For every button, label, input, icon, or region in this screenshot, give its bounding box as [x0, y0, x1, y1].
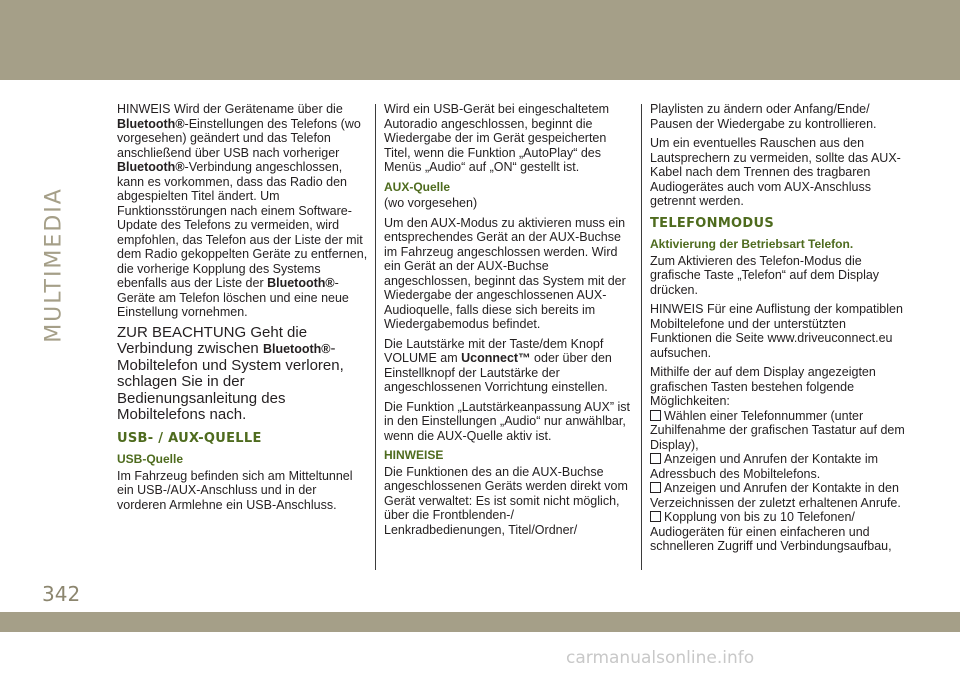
section-heading: USB- / AUX-QUELLE — [117, 430, 262, 446]
paragraph: Mithilfe der auf dem Display angezeigten grafischen Tasten bestehen folgende Möglichkeiten: — [650, 365, 876, 408]
section-side-label: MULTIMEDIA — [41, 187, 67, 343]
text: HINWEIS Wird der Gerätename über die — [117, 102, 343, 116]
column-2 — [384, 102, 636, 542]
text: -Geräte am Telefon löschen und eine neue Einstellung vornehmen. — [117, 276, 349, 319]
paragraph: Im Fahrzeug befinden sich am Mitteltunnel ein USB-/AUX-Anschluss und in der vorderen Armlehne ein USB-Anschluss. — [117, 468, 353, 512]
bullet-item — [650, 510, 910, 554]
column-divider — [375, 104, 376, 570]
paragraph — [117, 102, 369, 320]
paragraph: Wird ein USB-Gerät bei eingeschaltetem Autoradio angeschlossen, beginnt die Wiedergabe der im Gerät gespeicherten Titel, wenn die Funktion „AutoPlay“ des Menüs „Audio“ auf „ON“ gestellt ist. — [384, 102, 610, 174]
column-1 — [117, 102, 369, 517]
bullet-item — [650, 481, 910, 510]
uconnect-term: Uconnect™ — [461, 351, 531, 365]
checkbox-icon — [650, 453, 661, 464]
checkbox-icon — [650, 511, 661, 522]
column-3 — [650, 102, 910, 554]
bluetooth-term: Bluetooth® — [117, 116, 185, 131]
sub-heading: Aktivierung der Betriebsart Telefon. — [650, 237, 854, 251]
bullet-text: Anzeigen und Anrufen der Kontakte in den Verzeichnissen der zuletzt erhaltenen Anrufe. — [650, 481, 901, 510]
paragraph: Playlisten zu ändern oder Anfang/Ende/ Pausen der Wiedergabe zu kontrollieren. — [650, 102, 877, 131]
paragraph: HINWEIS Für eine Auflistung der kompatiblen Mobiltelefone und der unterstützten Funktionen die Seite www.driveuconnect.eu aufsuchen. — [650, 302, 903, 360]
paragraph: Um den AUX-Modus zu aktivieren muss ein entsprechendes Gerät an der AUX-Buchse im Fahrzeug angeschlossen werden. Wird ein Gerät an der AUX-Buchse angeschlossen, beginnt das System mit der Wiedergabe der angeschlossenen AUX-Audioquelle, falls diese sich bereits im Wiedergabemodus befindet. — [384, 215, 626, 331]
bullet-item — [650, 409, 910, 453]
column-divider — [641, 104, 642, 570]
text: -Verbindung angeschlossen, kann es vorkommen, dass das Radio den abgespielten Titel ändert. Um Funktionsstörungen nach einem Software-Update des Telefons zu vermeiden, wird empfohlen, das Telefon aus der Liste der mit dem Radio gekoppelten Geräte zu entfernen, die vorherige Kopplung des Systems ebenfalls aus der Liste der — [117, 160, 368, 290]
text: Die Lautstärke mit der Taste/dem Knopf VOLUME am — [384, 336, 604, 365]
footer-band — [0, 612, 960, 632]
sub-heading: HINWEISE — [384, 448, 444, 462]
text: ZUR BEACHTUNG Geht die Verbindung zwischen — [117, 323, 308, 357]
bullet-item — [650, 452, 910, 481]
bullet-text: Anzeigen und Anrufen der Kontakte im Adressbuch des Mobiltelefons. — [650, 452, 879, 481]
bullet-text: Wählen einer Telefonnummer (unter Zuhilfenahme der grafischen Tastatur auf dem Display), — [650, 408, 905, 452]
sub-heading: AUX-Quelle — [384, 179, 451, 194]
watermark: carmanualsonline.info — [566, 648, 755, 668]
bullet-text: Kopplung von bis zu 10 Telefonen/ Audiogeräten für einen einfacheren und schnelleren Zugriff und Verbindungsaufbau, — [650, 510, 892, 553]
sub-heading: USB-Quelle — [117, 452, 184, 466]
section-heading: TELEFONMODUS — [650, 215, 775, 231]
paragraph: Die Funktionen des an die AUX-Buchse angeschlossenen Geräts werden direkt vom Gerät verwaltet: Es ist somit nicht möglich, über die Frontblenden-/ Lenkradbedienungen, Titel/Ordner/ — [384, 464, 628, 537]
note-paragraph — [117, 325, 369, 424]
text: -Einstellungen des Telefons (wo vorgesehen) geändert und das Telefon anschließend über USB nach vorheriger — [117, 116, 361, 160]
paragraph: Zum Aktivieren des Telefon-Modus die grafische Taste „Telefon“ auf dem Display drücken. — [650, 253, 880, 297]
paragraph: Um ein eventuelles Rauschen aus den Lautsprechern zu vermeiden, sollte das AUX-Kabel nach dem Trennen des tragbaren Audiogerätes auch vom AUX-Anschluss getrennt werden. — [650, 136, 901, 208]
checkbox-icon — [650, 410, 661, 421]
bluetooth-term: Bluetooth® — [267, 276, 335, 290]
text: oder über den Einstellknopf der Lautstärke der angeschlossenen Vorrichtung einstellen. — [384, 351, 612, 394]
text: -Mobiltelefon und System verloren, schlagen Sie in der Bedienungsanleitung des Mobiltelefons nach. — [117, 340, 344, 423]
bluetooth-term: Bluetooth® — [262, 342, 331, 356]
paragraph: Die Funktion „Lautstärkeanpassung AUX” ist in den Einstellungen „Audio“ nur anwählbar, wenn die AUX-Quelle aktiv ist. — [384, 399, 630, 443]
checkbox-icon — [650, 482, 661, 493]
paragraph: (wo vorgesehen) — [384, 196, 478, 210]
bluetooth-term: Bluetooth® — [117, 160, 185, 174]
page-number: 342 — [42, 582, 81, 606]
header-band — [0, 0, 960, 80]
paragraph — [384, 337, 636, 395]
